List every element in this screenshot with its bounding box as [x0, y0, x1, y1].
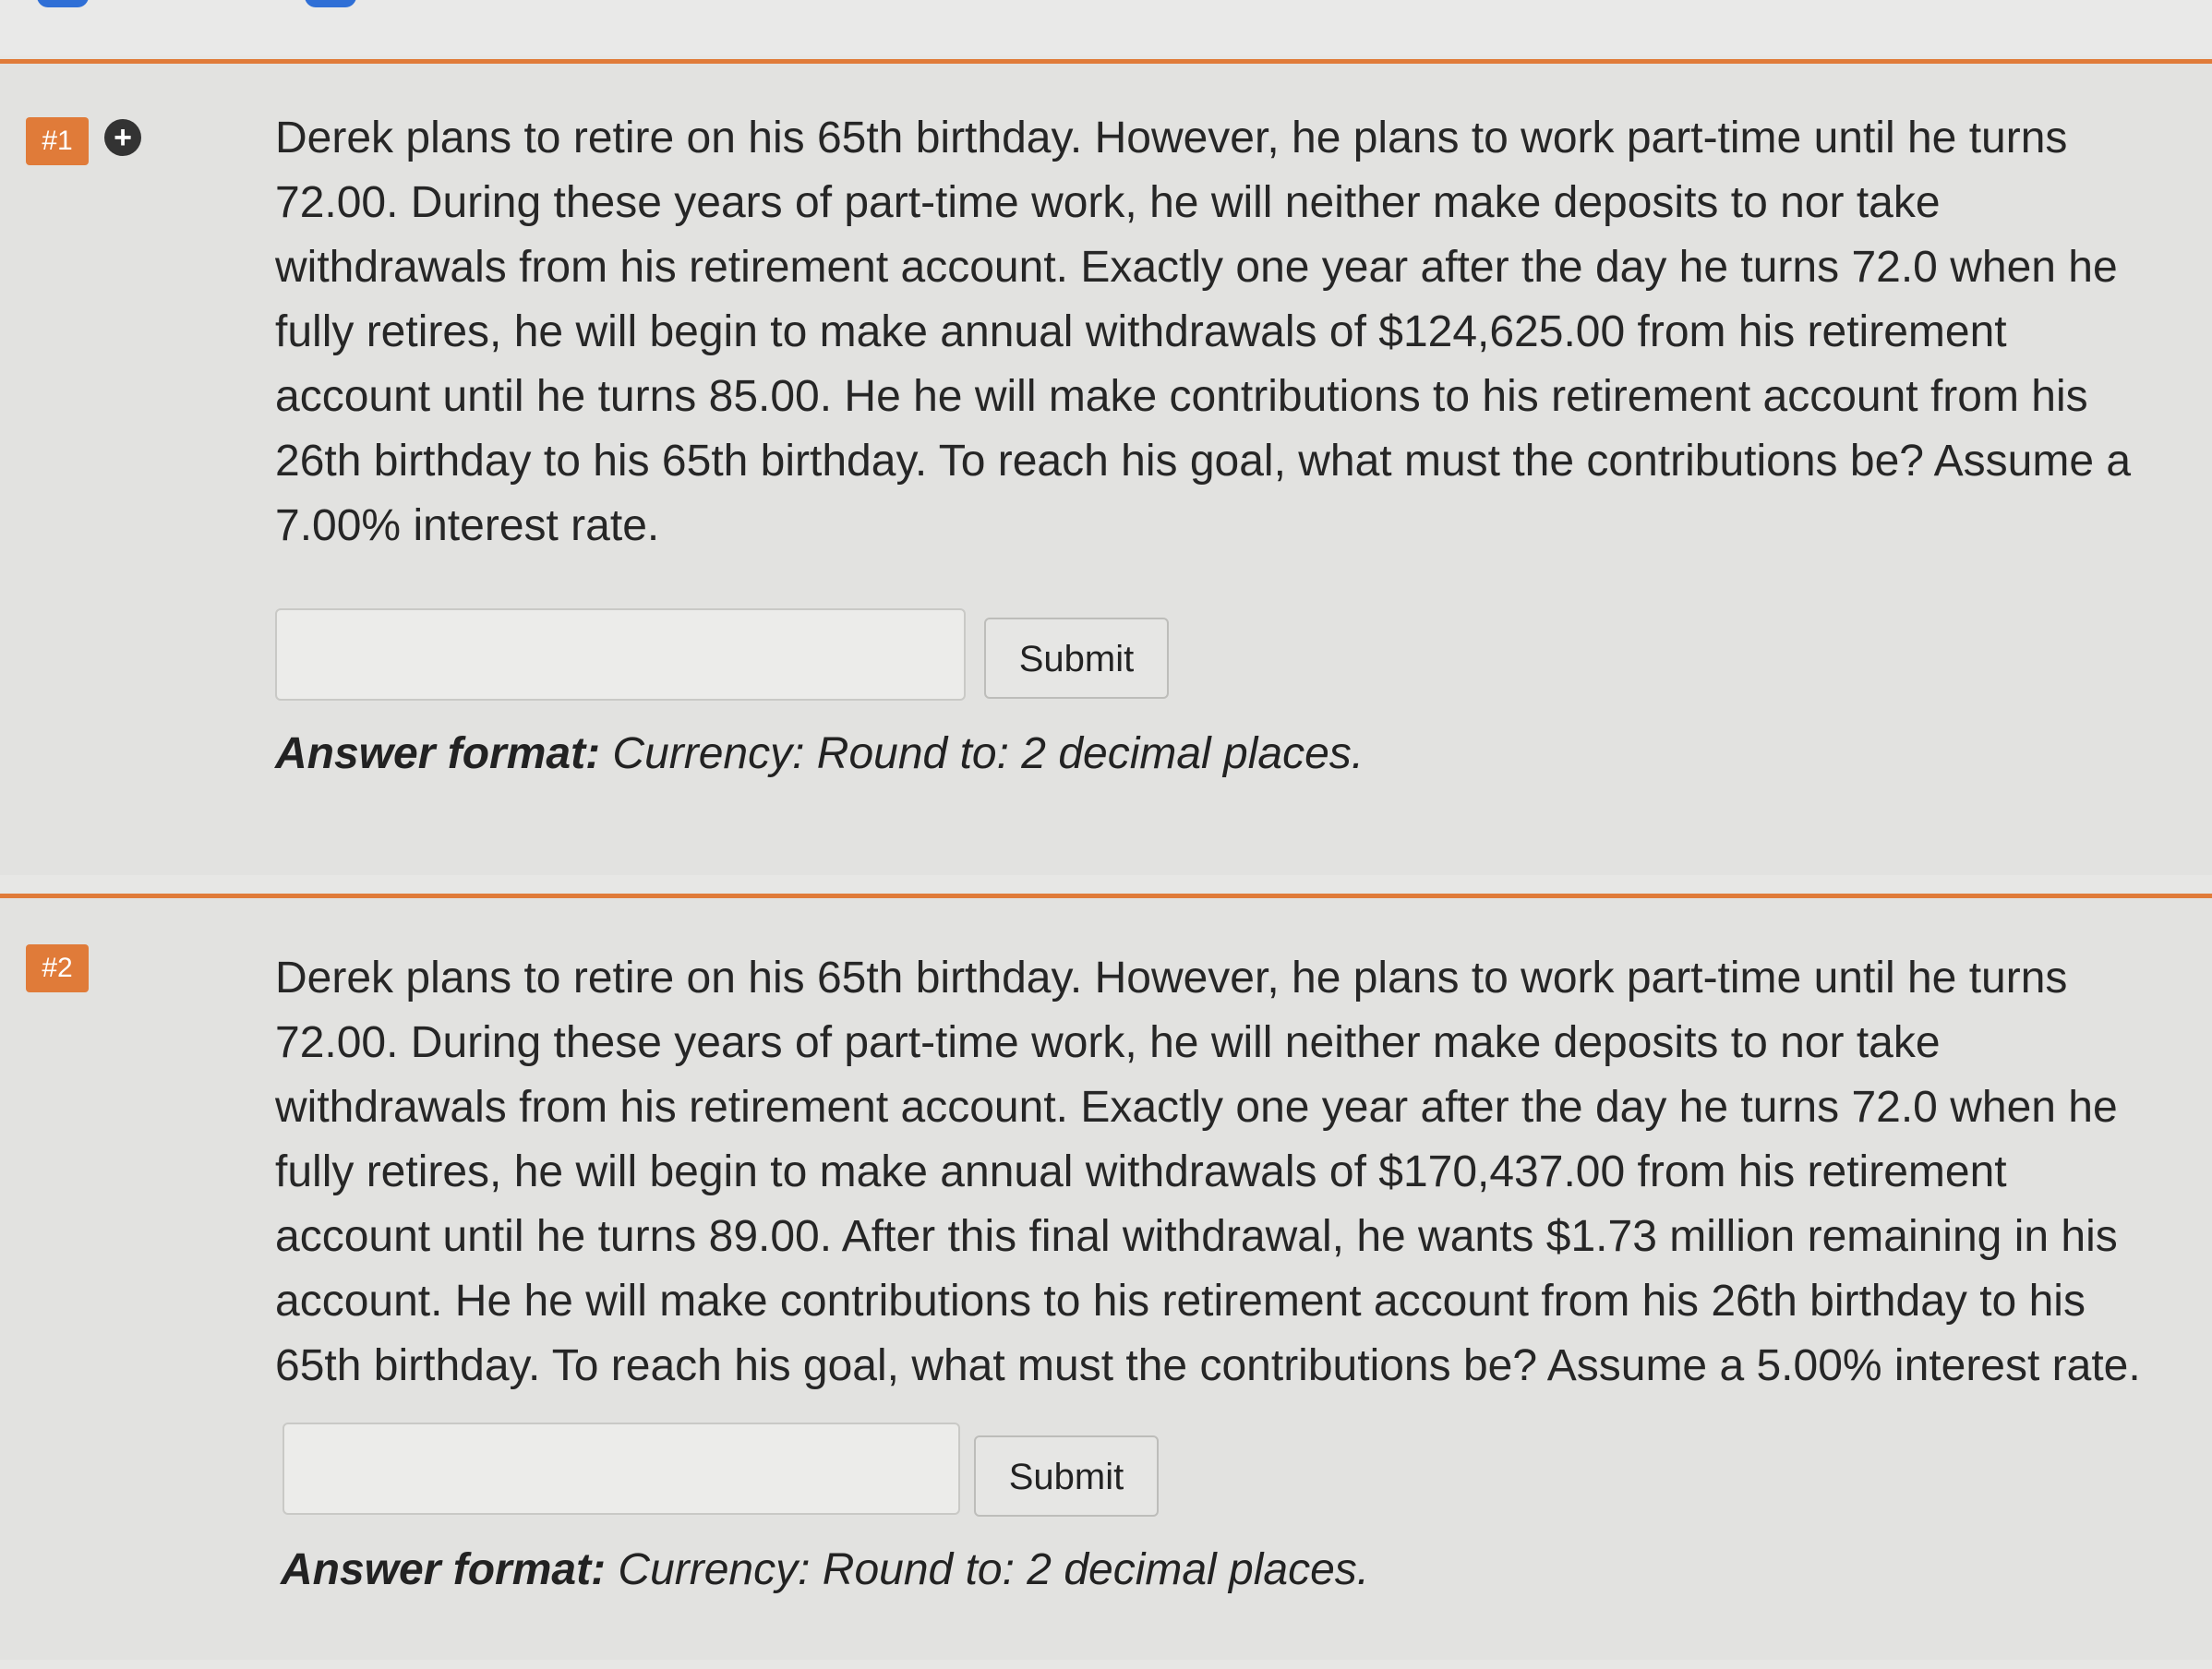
plus-circle-icon[interactable]: +	[104, 119, 141, 156]
question-number-badge: #1	[26, 117, 89, 165]
submit-button[interactable]: Submit	[984, 618, 1169, 699]
submit-button[interactable]: Submit	[974, 1435, 1159, 1517]
top-toolbar-fragment	[305, 0, 356, 7]
question-number-badge: #2	[26, 944, 89, 992]
question-text: Derek plans to retire on his 65th birthday. However, he plans to work part-time until he turns 72.00. During these years of part-time work, he will neither make deposits to nor take withdrawals from his retirement account. Exactly one year after the day he turns 72.0 when he fully retires, he will begin to make annual withdrawals of $170,437.00 from his retirement account until he turns 89.00. After this final withdrawal, he wants $1.73 million remaining in his account. He he will make contributions to his retirement account from his 26th birthday to his 65th birthday. To reach his goal, what must the contributions be? Assume a 5.00% interest rate.	[275, 954, 2141, 1390]
answer-format-label: Answer format:	[275, 729, 601, 778]
answer-format-value: Currency: Round to: 2 decimal places.	[612, 729, 1364, 778]
top-strip	[0, 0, 2212, 55]
question-text: Derek plans to retire on his 65th birthday. However, he plans to work part-time until he turns 72.00. During these years of part-time work, he will neither make deposits to nor take withdrawals from his retirement account. Exactly one year after the day he turns 72.0 when he fully retires, he will begin to make annual withdrawals of $124,625.00 from his retirement account until he turns 85.00. He he will make contributions to his retirement account from his 26th birthday to his 65th birthday. To reach his goal, what must the contributions be? Assume a 7.00% interest rate.	[275, 114, 2132, 550]
answer-format	[281, 1544, 1369, 1595]
question-2	[0, 894, 2212, 1660]
answer-input[interactable]	[275, 608, 966, 701]
answer-format-value: Currency: Round to: 2 decimal places.	[618, 1545, 1370, 1594]
answer-format-label: Answer format:	[281, 1545, 607, 1594]
question-1	[0, 59, 2212, 875]
answer-input[interactable]	[283, 1423, 960, 1515]
top-toolbar-fragment	[37, 0, 89, 7]
answer-format	[275, 728, 1364, 779]
